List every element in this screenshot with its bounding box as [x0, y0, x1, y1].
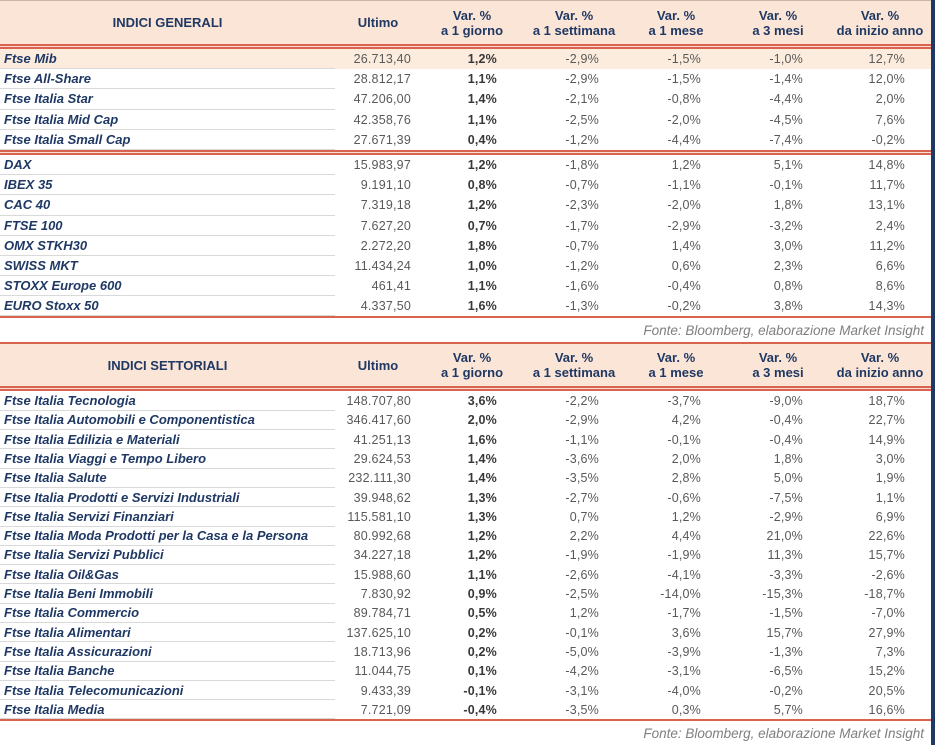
index-var-1d: 0,4%: [467, 132, 497, 147]
index-var-1w: 2,2%: [569, 529, 599, 544]
index-var-3m: -2,9%: [769, 509, 803, 524]
index-var-1m: -3,9%: [667, 644, 701, 659]
index-var-1m: -3,1%: [667, 664, 701, 679]
index-var-3m: -7,5%: [769, 490, 803, 505]
index-var-ytd: -7,0%: [871, 606, 905, 621]
index-var-1d: 0,5%: [467, 606, 497, 621]
index-var-3m: 3,8%: [773, 299, 803, 314]
general-indices-header: [0, 0, 931, 44]
index-name: STOXX Europe 600: [0, 276, 335, 296]
col-header-var-3m: Var. % a 3 mesi: [752, 350, 804, 381]
index-var-1w: -2,7%: [565, 490, 599, 505]
index-var-1d: 1,0%: [467, 258, 497, 273]
index-last: 28.812,17: [353, 72, 411, 87]
table-row: [0, 623, 931, 642]
right-edge-accent-bar: [931, 0, 935, 745]
col-header-var-ytd: Var. % da inizio anno: [836, 7, 924, 38]
index-last: 7.627,20: [360, 218, 411, 233]
index-var-1d: 2,0%: [467, 413, 497, 428]
source-note: Fonte: Bloomberg, elaborazione Market Insight: [0, 316, 931, 342]
index-name: Ftse Italia Salute: [0, 469, 335, 488]
table-row: [0, 642, 931, 661]
index-name: Ftse Italia Banche: [0, 662, 335, 681]
index-name: Ftse Italia Media: [0, 700, 335, 719]
index-var-ytd: 2,4%: [875, 218, 905, 233]
col-header-var-1w: Var. % a 1 settimana: [532, 7, 616, 38]
table-row: [0, 391, 931, 410]
index-var-ytd: 13,1%: [868, 198, 905, 213]
index-name: Ftse Italia Alimentari: [0, 623, 335, 642]
index-var-ytd: 6,6%: [875, 258, 905, 273]
index-var-1m: -1,9%: [667, 548, 701, 563]
index-last: 4.337,50: [360, 299, 411, 314]
index-name: Ftse Italia Prodotti e Servizi Industriali: [0, 488, 335, 507]
index-var-ytd: 14,9%: [868, 432, 905, 447]
index-var-1d: 0,1%: [467, 664, 497, 679]
index-last: 15.983,97: [353, 158, 411, 173]
col-header-var-1m: Var. % a 1 mese: [648, 7, 704, 38]
index-var-1d: 0,2%: [467, 625, 497, 640]
index-var-3m: -9,0%: [769, 394, 803, 409]
index-name: Ftse Italia Assicurazioni: [0, 642, 335, 661]
index-var-ytd: 6,9%: [875, 509, 905, 524]
index-var-3m: 21,0%: [766, 529, 803, 544]
index-name: Ftse Italia Mid Cap: [0, 110, 335, 130]
table-row: [0, 256, 931, 276]
index-name: Ftse Italia Telecomunicazioni: [0, 681, 335, 700]
index-var-1m: -4,1%: [667, 567, 701, 582]
table-row: [0, 584, 931, 603]
index-last: 41.251,13: [353, 432, 411, 447]
index-var-1m: -1,5%: [667, 72, 701, 87]
index-last: 461,41: [371, 279, 411, 294]
index-last: 11.434,24: [354, 258, 411, 273]
table-row: [0, 604, 931, 623]
index-var-1w: 1,2%: [569, 606, 599, 621]
index-var-1w: 0,7%: [569, 509, 599, 524]
index-var-1m: -2,9%: [667, 218, 701, 233]
index-var-1w: -1,7%: [565, 218, 599, 233]
table-row: [0, 527, 931, 546]
table-row: [0, 195, 931, 215]
index-var-3m: 1,8%: [773, 198, 803, 213]
col-header-var-3m: Var. % a 3 mesi: [752, 7, 804, 38]
index-var-ytd: 11,7%: [869, 178, 905, 193]
sector-indices-table: [0, 342, 931, 745]
index-var-1m: -0,6%: [667, 490, 701, 505]
index-last: 115.581,10: [347, 509, 411, 524]
index-var-1d: 1,4%: [467, 451, 497, 466]
index-var-1w: -5,0%: [565, 644, 599, 659]
index-name: Ftse Mib: [0, 49, 335, 69]
index-var-1d: 1,2%: [467, 158, 497, 173]
index-name: CAC 40: [0, 195, 335, 215]
index-var-1m: -14,0%: [660, 587, 701, 602]
table-row: [0, 681, 931, 700]
source-note: Fonte: Bloomberg, elaborazione Market Insight: [0, 719, 931, 745]
index-var-1m: -1,5%: [667, 52, 701, 67]
index-var-1m: -1,7%: [667, 606, 701, 621]
index-name: SWISS MKT: [0, 256, 335, 276]
index-var-3m: -3,3%: [769, 567, 803, 582]
index-var-1m: 3,6%: [671, 625, 701, 640]
index-var-1d: 1,2%: [467, 52, 497, 67]
table-row: [0, 296, 931, 316]
index-var-1d: 1,4%: [467, 92, 497, 107]
index-last: 137.625,10: [346, 625, 411, 640]
table-row: [0, 276, 931, 296]
index-var-1m: 2,8%: [671, 471, 701, 486]
index-var-ytd: -18,7%: [864, 587, 905, 602]
table-title: INDICI SETTORIALI: [107, 357, 228, 373]
index-var-1d: 1,4%: [467, 471, 497, 486]
index-var-1w: -2,9%: [565, 52, 599, 67]
table-row: [0, 449, 931, 468]
index-var-ytd: -2,6%: [871, 567, 905, 582]
index-var-3m: 2,3%: [773, 258, 803, 273]
index-name: Ftse Italia Tecnologia: [0, 391, 335, 410]
index-var-3m: 5,7%: [773, 702, 803, 717]
index-var-1m: -3,7%: [667, 394, 701, 409]
index-var-ytd: 1,9%: [875, 471, 905, 486]
index-name: DAX: [0, 155, 335, 175]
index-last: 39.948,62: [353, 490, 411, 505]
col-header-ultimo: Ultimo: [357, 15, 399, 30]
table-row: [0, 155, 931, 175]
index-var-3m: 3,0%: [773, 238, 803, 253]
index-var-3m: 0,8%: [773, 279, 803, 294]
index-var-ytd: 27,9%: [868, 625, 905, 640]
sector-indices-header: [0, 342, 931, 386]
index-var-3m: 1,8%: [773, 451, 803, 466]
table-row: [0, 49, 931, 69]
index-last: 47.206,00: [353, 92, 411, 107]
table-row: [0, 130, 931, 150]
index-var-1d: 1,8%: [467, 238, 497, 253]
index-var-1w: -3,5%: [565, 702, 599, 717]
index-var-1w: -1,1%: [565, 432, 599, 447]
index-var-1d: 1,3%: [467, 509, 497, 524]
index-var-ytd: 22,7%: [868, 413, 905, 428]
index-var-1w: -2,1%: [565, 92, 599, 107]
index-var-1d: 1,1%: [467, 72, 497, 87]
index-name: Ftse Italia Viaggi e Tempo Libero: [0, 449, 335, 468]
table-row: [0, 565, 931, 584]
index-var-ytd: 2,0%: [875, 92, 905, 107]
index-last: 89.784,71: [353, 606, 411, 621]
index-name: Ftse Italia Servizi Finanziari: [0, 507, 335, 526]
index-var-1w: -3,5%: [565, 471, 599, 486]
index-name: OMX STKH30: [0, 236, 335, 256]
index-var-ytd: 14,8%: [868, 158, 905, 173]
index-var-1m: -4,0%: [667, 683, 701, 698]
index-name: Ftse Italia Edilizia e Materiali: [0, 430, 335, 449]
index-last: 42.358,76: [353, 112, 411, 127]
index-var-ytd: 7,3%: [875, 644, 905, 659]
index-var-ytd: 12,0%: [868, 72, 905, 87]
table-row: [0, 216, 931, 236]
index-last: 29.624,53: [353, 451, 411, 466]
index-var-1w: -2,6%: [565, 567, 599, 582]
index-last: 232.111,30: [348, 471, 411, 486]
index-var-1m: 4,4%: [671, 529, 701, 544]
general-indices-table: [0, 0, 931, 342]
index-var-1d: 0,8%: [467, 178, 497, 193]
index-var-1d: 1,2%: [467, 548, 497, 563]
table-row: [0, 700, 931, 719]
index-var-1d: 1,2%: [467, 198, 497, 213]
index-var-1w: -3,1%: [565, 683, 599, 698]
index-var-1w: -0,7%: [565, 178, 599, 193]
index-var-3m: 5,1%: [773, 158, 803, 173]
index-var-ytd: 15,2%: [868, 664, 905, 679]
table-row: [0, 469, 931, 488]
index-last: 7.830,92: [360, 587, 411, 602]
index-var-1m: 2,0%: [671, 451, 701, 466]
index-var-3m: 15,7%: [766, 625, 803, 640]
index-var-3m: 11,3%: [767, 548, 803, 563]
index-last: 7.319,18: [360, 198, 411, 213]
index-var-3m: -3,2%: [769, 218, 803, 233]
index-var-3m: -4,4%: [769, 92, 803, 107]
index-var-1m: 1,2%: [671, 158, 701, 173]
index-var-1w: -1,2%: [565, 132, 599, 147]
index-var-ytd: 11,2%: [869, 238, 905, 253]
index-var-1d: 1,6%: [467, 432, 497, 447]
index-last: 346.417,60: [346, 413, 411, 428]
index-name: Ftse Italia Oil&Gas: [0, 565, 335, 584]
index-var-3m: -0,4%: [769, 413, 803, 428]
table-row: [0, 110, 931, 130]
index-var-1d: 0,7%: [467, 218, 497, 233]
index-var-ytd: 20,5%: [868, 683, 905, 698]
index-var-ytd: 14,3%: [868, 299, 905, 314]
index-var-3m: -7,4%: [769, 132, 803, 147]
table-row: [0, 411, 931, 430]
index-name: EURO Stoxx 50: [0, 296, 335, 316]
index-var-1m: 0,3%: [671, 702, 701, 717]
table-row: [0, 89, 931, 109]
index-var-1d: 3,6%: [467, 394, 497, 409]
index-var-1d: 1,1%: [467, 279, 497, 294]
index-var-ytd: 8,6%: [875, 279, 905, 294]
index-var-3m: -0,4%: [769, 432, 803, 447]
index-last: 148.707,80: [346, 394, 411, 409]
table-row: [0, 546, 931, 565]
index-var-1w: -3,6%: [565, 451, 599, 466]
index-last: 27.671,39: [353, 132, 411, 147]
index-name: IBEX 35: [0, 175, 335, 195]
index-var-1w: -1,8%: [565, 158, 599, 173]
index-name: Ftse Italia Commercio: [0, 604, 335, 623]
index-last: 9.191,10: [360, 178, 411, 193]
index-var-3m: -0,1%: [769, 178, 803, 193]
index-var-1m: 1,4%: [671, 238, 701, 253]
index-var-3m: -1,4%: [769, 72, 803, 87]
index-var-ytd: 3,0%: [875, 451, 905, 466]
index-var-1m: -0,8%: [667, 92, 701, 107]
index-var-1w: -2,2%: [565, 394, 599, 409]
index-var-1w: -1,6%: [565, 279, 599, 294]
index-var-ytd: 22,6%: [868, 529, 905, 544]
index-var-3m: -0,2%: [769, 683, 803, 698]
index-var-3m: -15,3%: [762, 587, 803, 602]
index-var-1m: -0,1%: [667, 432, 701, 447]
col-header-var-1w: Var. % a 1 settimana: [532, 350, 616, 381]
index-var-3m: -4,5%: [769, 112, 803, 127]
index-var-1d: 1,1%: [467, 567, 497, 582]
index-var-1d: -0,4%: [463, 702, 497, 717]
table-row: [0, 662, 931, 681]
index-var-ytd: -0,2%: [871, 132, 905, 147]
index-last: 26.713,40: [353, 52, 411, 67]
index-var-3m: 5,0%: [773, 471, 803, 486]
index-name: Ftse Italia Star: [0, 89, 335, 109]
col-header-var-ytd: Var. % da inizio anno: [836, 350, 924, 381]
table-row: [0, 175, 931, 195]
index-var-1m: -1,1%: [667, 178, 701, 193]
index-last: 2.272,20: [360, 238, 411, 253]
index-last: 15.988,60: [353, 567, 411, 582]
index-var-1w: -2,5%: [565, 112, 599, 127]
index-var-1m: 4,2%: [671, 413, 701, 428]
index-name: Ftse All-Share: [0, 69, 335, 89]
index-var-1w: -4,2%: [565, 664, 599, 679]
index-var-3m: -1,0%: [769, 52, 803, 67]
index-var-ytd: 12,7%: [868, 52, 905, 67]
index-last: 18.713,96: [353, 644, 411, 659]
index-var-1d: 0,2%: [467, 644, 497, 659]
general-indices-rows: [0, 49, 931, 316]
col-header-var-1d: Var. % a 1 giorno: [440, 7, 504, 38]
index-var-1m: -4,4%: [667, 132, 701, 147]
index-var-1w: -0,7%: [565, 238, 599, 253]
index-last: 7.721,09: [360, 702, 411, 717]
index-var-1d: 0,9%: [467, 587, 497, 602]
index-last: 80.992,68: [353, 529, 411, 544]
table-title: INDICI GENERALI: [112, 15, 223, 30]
index-last: 11.044,75: [354, 664, 411, 679]
col-header-var-1m: Var. % a 1 mese: [648, 350, 704, 381]
index-var-1w: -2,9%: [565, 72, 599, 87]
index-var-1w: -0,1%: [565, 625, 599, 640]
index-var-1w: -2,3%: [565, 198, 599, 213]
index-last: 9.433,39: [360, 683, 411, 698]
index-var-1m: -2,0%: [667, 198, 701, 213]
index-var-1w: -1,9%: [565, 548, 599, 563]
index-last: 34.227,18: [353, 548, 411, 563]
sector-indices-rows: [0, 391, 931, 719]
index-var-1m: 0,6%: [671, 258, 701, 273]
table-row: [0, 488, 931, 507]
index-var-1m: -2,0%: [667, 112, 701, 127]
col-header-var-1d: Var. % a 1 giorno: [440, 350, 504, 381]
index-var-3m: -6,5%: [769, 664, 803, 679]
index-name: Ftse Italia Automobili e Componentistica: [0, 411, 335, 430]
index-var-1w: -2,9%: [565, 413, 599, 428]
index-name: Ftse Italia Servizi Pubblici: [0, 546, 335, 565]
index-var-1m: 1,2%: [671, 509, 701, 524]
index-var-1m: -0,2%: [667, 299, 701, 314]
index-var-ytd: 1,1%: [875, 490, 905, 505]
index-var-3m: -1,5%: [769, 606, 803, 621]
index-var-ytd: 16,6%: [868, 702, 905, 717]
index-var-3m: -1,3%: [769, 644, 803, 659]
index-var-1w: -2,5%: [565, 587, 599, 602]
table-row: [0, 507, 931, 526]
index-var-1w: -1,2%: [565, 258, 599, 273]
index-var-1m: -0,4%: [667, 279, 701, 294]
index-name: Ftse Italia Beni Immobili: [0, 584, 335, 603]
index-name: FTSE 100: [0, 216, 335, 236]
index-var-1d: 1,3%: [467, 490, 497, 505]
index-var-1d: 1,2%: [467, 529, 497, 544]
table-row: [0, 236, 931, 256]
index-var-1d: -0,1%: [463, 683, 497, 698]
index-name: Ftse Italia Small Cap: [0, 130, 335, 150]
index-var-1d: 1,6%: [467, 299, 497, 314]
table-row: [0, 69, 931, 89]
index-var-ytd: 7,6%: [875, 112, 905, 127]
col-header-ultimo: Ultimo: [357, 357, 399, 373]
index-var-ytd: 18,7%: [868, 394, 905, 409]
index-var-1w: -1,3%: [565, 299, 599, 314]
index-var-ytd: 15,7%: [868, 548, 905, 563]
table-row: [0, 430, 931, 449]
index-name: Ftse Italia Moda Prodotti per la Casa e la Persona: [0, 527, 335, 546]
index-var-1d: 1,1%: [467, 112, 497, 127]
